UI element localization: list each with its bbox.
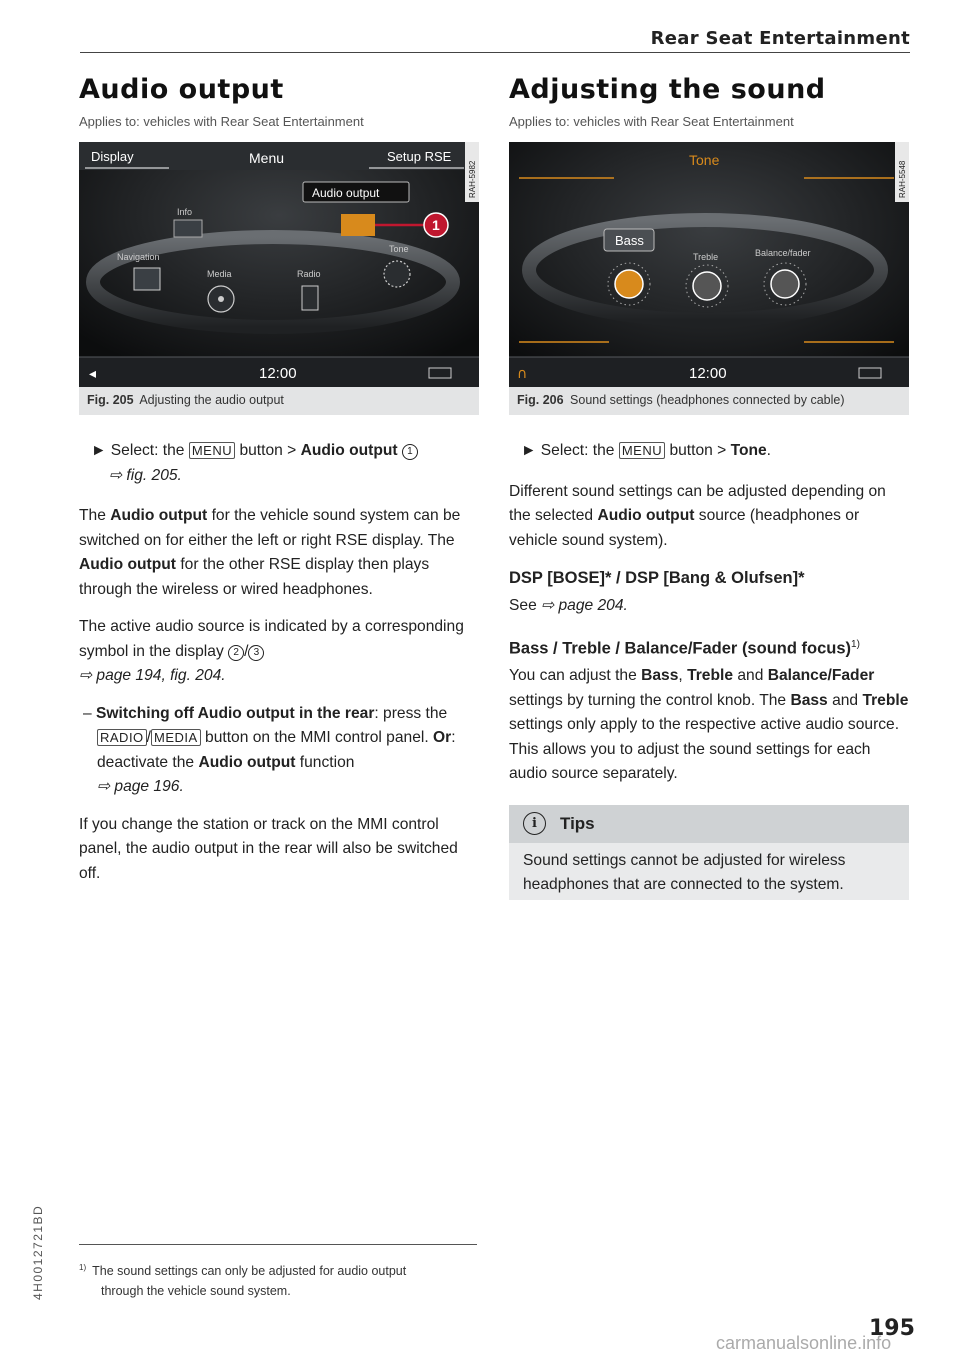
section-heading-adjusting-sound: Adjusting the sound	[509, 74, 826, 105]
watermark: carmanualsonline.info	[716, 1333, 892, 1353]
paragraph-active-source: The active audio source is indicated by a corresponding symbol in the display 2 / 3 ⇨ page 194, fig. 204.	[79, 618, 464, 684]
bullet-switch-off: – Switching off Audio output in the rear: press the RADIO / MEDIA button on the MMI control panel. Or: deactivate the Audio output function ⇨ page 196.	[83, 704, 456, 795]
treble-knob-icon[interactable]	[693, 272, 721, 300]
radio-key: RADIO	[97, 729, 147, 746]
footnote-mark: 1)	[79, 1263, 87, 1272]
tips-box	[509, 805, 909, 900]
tips-title: Tips	[560, 813, 595, 833]
instruction-step: ► Select: the MENU button > Tone.	[521, 442, 772, 459]
tab-setup-rse: Setup RSE	[387, 149, 452, 164]
audio-output-active-icon	[341, 214, 375, 236]
right-column	[509, 74, 909, 900]
page-link-204[interactable]: ⇨ page 204.	[541, 597, 628, 614]
menu-key: MENU	[189, 442, 235, 459]
menu-media-label: Media	[207, 269, 232, 279]
tone-icon	[384, 261, 410, 287]
media-key: MEDIA	[151, 729, 201, 746]
menu-radio-label: Radio	[297, 269, 321, 279]
side-code: RAH-5548	[898, 160, 907, 198]
menu-info-label: Info	[177, 207, 193, 217]
step-target: Tone	[730, 442, 767, 459]
tone-title: Tone	[689, 152, 720, 168]
balance-fader-label: Balance/fader	[755, 248, 811, 258]
radio-icon	[302, 286, 318, 310]
fig-link[interactable]: ⇨ fig. 205.	[109, 466, 182, 484]
heading-bass-treble: Bass / Treble / Balance/Fader (sound focus)$^{1)}$	[509, 638, 860, 657]
info-icon: i	[523, 812, 546, 835]
figure-206-caption	[509, 387, 909, 415]
page-link-196[interactable]: ⇨ page 196.	[97, 778, 184, 795]
menu-tone-label: Tone	[389, 244, 409, 254]
footnote: $^{1)}$ The sound settings can only be adjusted for audio output through the vehicle sound system.	[79, 1263, 407, 1299]
paragraph-bass-treble: You can adjust the Bass, Treble and Balance/Fader settings by turning the control knob. The Bass and Treble settings only apply to the respective active audio source. This allows you to adjust the sound settings for each audio source separately.	[509, 667, 909, 782]
headphones-icon: ∩	[517, 366, 528, 382]
caption-label: Fig. 206	[517, 393, 564, 407]
footnote-divider	[79, 1244, 477, 1245]
menu-navigation-label: Navigation	[117, 252, 160, 262]
status-clock: 12:00	[689, 365, 727, 382]
instruction-step: ► Select: the MENU button > Audio output 1 ⇨ fig. 205.	[79, 439, 479, 488]
treble-label: Treble	[693, 252, 719, 262]
menu-key: MENU	[619, 442, 665, 459]
callout-1: 1	[432, 217, 440, 233]
figure-205-caption	[79, 387, 479, 415]
document-code: 4H0012721BD	[31, 1204, 45, 1300]
paragraph-audio-output: The Audio output for the vehicle sound system can be switched on for either the left or right RSE display. The Audio output for the other RSE display then plays through the wireless or wired headphones.	[79, 507, 461, 598]
tab-menu: Menu	[249, 150, 285, 166]
status-clock: 12:00	[259, 365, 297, 382]
applies-to: Applies to: vehicles with Rear Seat Entertainment	[79, 114, 364, 129]
section-title: Rear Seat Entertainment	[650, 28, 910, 49]
callout-ref-1: 1	[402, 444, 418, 460]
page-header	[80, 28, 910, 53]
page-link-194[interactable]: ⇨ page 194, fig. 204.	[79, 667, 226, 684]
bass-label: Bass	[615, 233, 644, 248]
info-icon	[174, 220, 202, 237]
balance-knob-icon[interactable]	[771, 270, 799, 298]
side-code: RAH-5982	[468, 160, 477, 198]
tips-body: Sound settings cannot be adjusted for wireless headphones that are connected to the system.	[523, 851, 846, 893]
see-reference: See ⇨ page 204.	[509, 597, 628, 614]
caption-text: Adjusting the audio output	[139, 393, 284, 407]
mmi-screen-tone	[509, 142, 909, 387]
mmi-screen-audio-output	[79, 142, 479, 387]
paragraph-sound-settings: Different sound settings can be adjusted depending on the selected Audio output source (headphones or vehicle sound system).	[509, 482, 886, 549]
figure-205	[79, 142, 479, 415]
left-column	[79, 74, 479, 886]
caption-label: Fig. 205	[87, 393, 134, 407]
paragraph-station-change: If you change the station or track on the MMI control panel, the audio output in the rear will also be switched off.	[79, 815, 458, 882]
bass-knob-icon[interactable]	[615, 270, 643, 298]
footnote-ref: 1)	[851, 638, 860, 650]
tips-header	[509, 805, 909, 843]
heading-dsp: DSP [BOSE]* / DSP [Bang & Olufsen]*	[509, 569, 805, 587]
caption-text: Sound settings (headphones connected by cable)	[570, 393, 845, 407]
tab-display: Display	[91, 149, 134, 164]
step-target: Audio output	[300, 442, 398, 459]
callout-ref-2: 2	[228, 645, 244, 661]
navigation-icon	[134, 268, 160, 290]
figure-206	[509, 142, 909, 415]
speaker-icon: ◂	[89, 366, 97, 382]
callout-ref-3: 3	[248, 645, 264, 661]
audio-output-badge: Audio output	[312, 186, 380, 200]
applies-to: Applies to: vehicles with Rear Seat Entertainment	[509, 114, 794, 129]
page-number: 195	[869, 1316, 915, 1341]
step-text-mid: button >	[239, 442, 297, 459]
section-heading-audio-output: Audio output	[79, 74, 284, 105]
step-text: Select: the	[110, 442, 185, 459]
